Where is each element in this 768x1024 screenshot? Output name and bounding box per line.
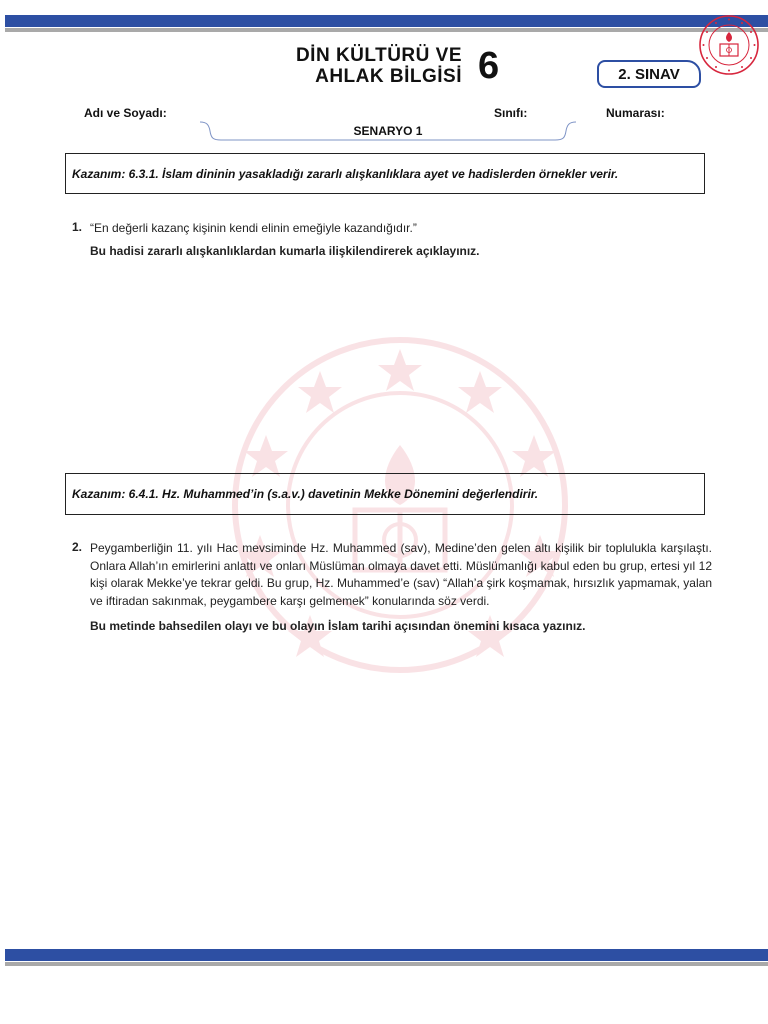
bottom-blue-band — [5, 949, 768, 961]
student-class-label: Sınıfı: — [494, 106, 528, 120]
subject-title-line2: AHLAK BİLGİSİ — [315, 66, 462, 87]
question-prompt-1: Bu hadisi zararlı alışkanlıklardan kumarla ilişkilendirerek açıklayınız. — [90, 244, 480, 258]
student-name-label: Adı ve Soyadı: — [84, 106, 167, 120]
learning-outcome-text-1: Kazanım: 6.3.1. İslam dininin yasakladığı zararlı alışkanlıklara ayet ve hadislerden örnekler verir. — [72, 166, 619, 181]
bottom-gray-band — [5, 962, 768, 966]
top-blue-band — [5, 15, 768, 27]
student-number-label: Numarası: — [606, 106, 665, 120]
subject-title — [270, 45, 462, 87]
learning-outcome-text-2: Kazanım: 6.4.1. Hz. Muhammed’in (s.a.v.) davetinin Mekke Dönemini değerlendirir. — [72, 487, 539, 501]
question-prompt-2: Bu metinde bahsedilen olayı ve bu olayın İslam tarihi açısından önemini kısaca yazınız. — [90, 619, 586, 633]
question-passage-2: Peygamberliğin 11. yılı Hac mevsiminde Hz. Muhammed (sav), Medine’den gelen altı kişilik bir toplulukla karşılaştı. Onlara Allah’ın emirlerini anlattı ve onları Müslüman olmaya davet etti. Müslümanlığı kabul eden bu grup, ertesi yıl 12 kişi olarak Mekke’ye tekrar geldi. Bu grup, Hz. Muhammed’e (sav) “Allah’a şirk koşmamak, hırsızlık yapmamak, yalan ve iftiradan sakınmak, peygambere karşı gelmemek” konularında söz verdi. — [90, 541, 712, 608]
grade-number: 6 — [478, 45, 500, 87]
hadith-quote: “En değerli kazanç kişinin kendi elinin emeğiyle kazandığıdır.” — [90, 221, 417, 235]
exam-label: 2. SINAV — [618, 65, 680, 83]
subject-title-line1: DİN KÜLTÜRÜ VE — [295, 45, 462, 66]
top-gray-band — [5, 28, 768, 32]
question-number-2: 2. — [72, 540, 83, 554]
scenario-label: SENARYO 1 — [353, 124, 423, 138]
learning-outcome-box-1 — [65, 153, 705, 194]
exam-badge — [597, 60, 701, 88]
question-number-1: 1. — [72, 220, 83, 234]
learning-outcome-box-2 — [65, 473, 705, 515]
ministry-seal-icon — [698, 14, 760, 76]
